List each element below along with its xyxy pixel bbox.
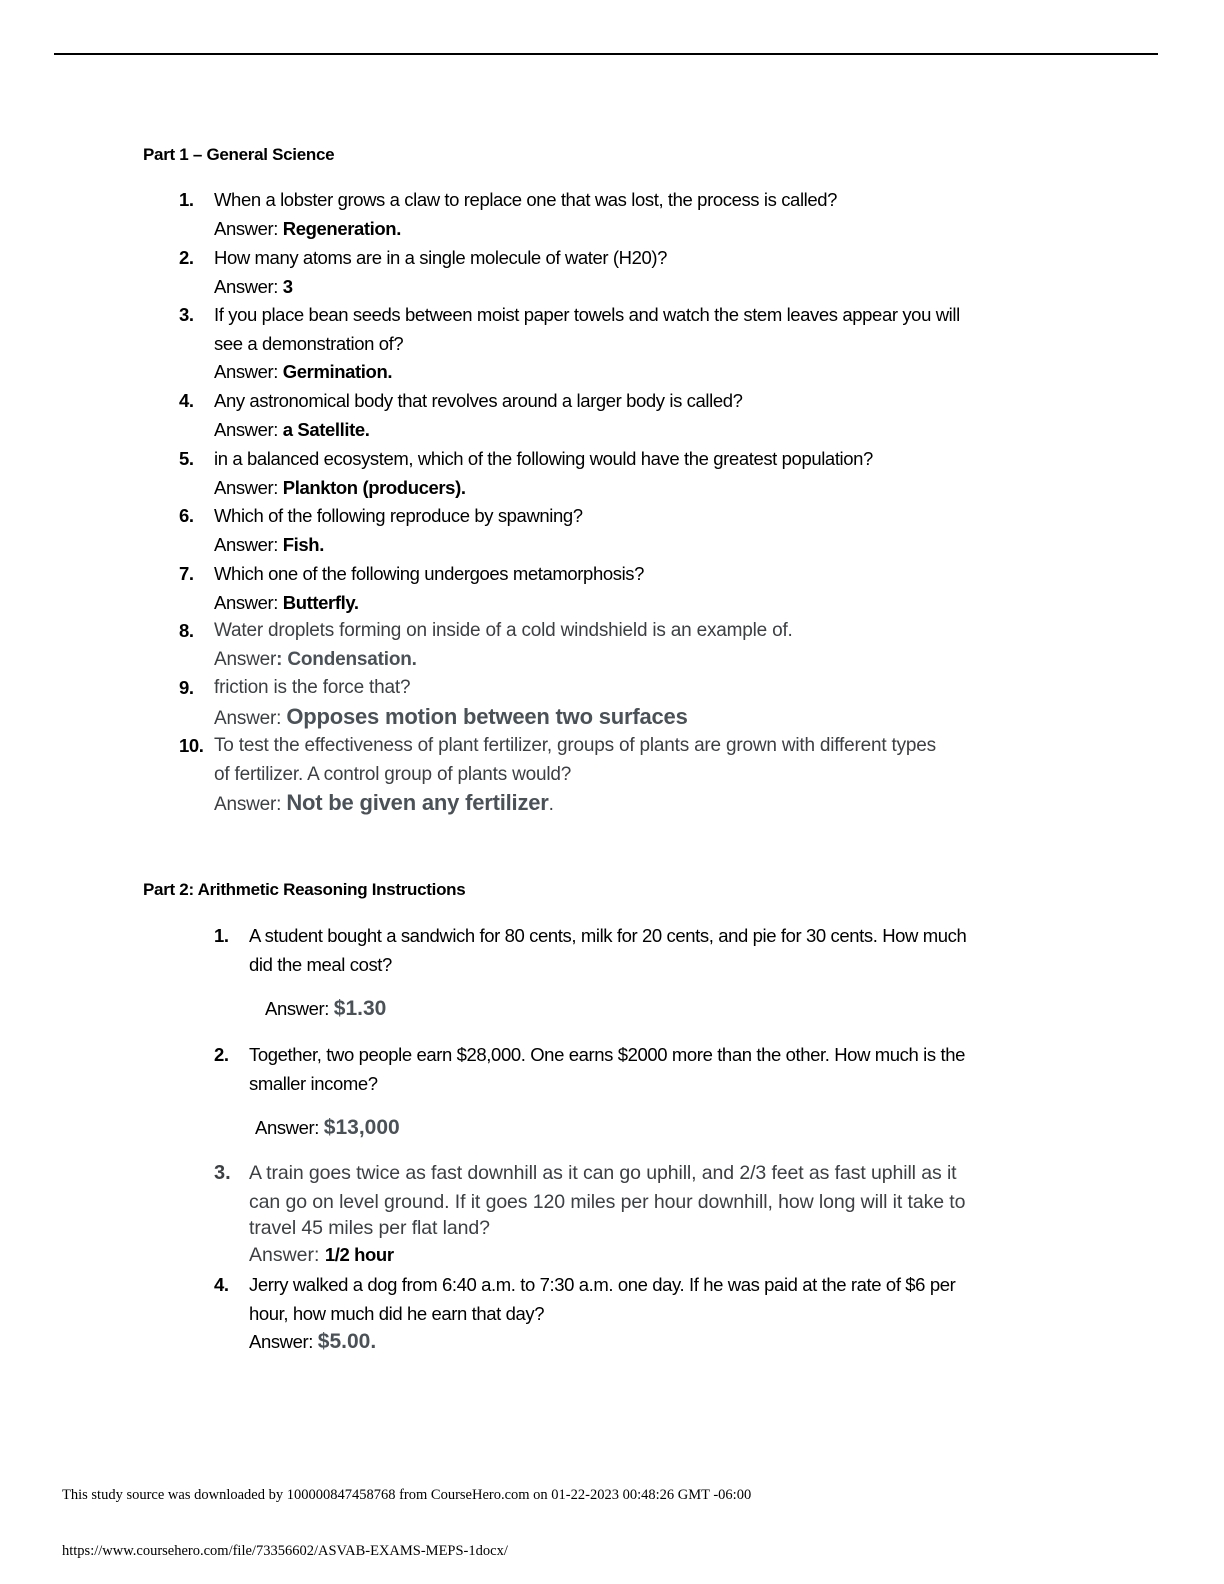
download-notice: This study source was downloaded by 100000847458768 from CourseHero.com on 01-22-2023 00:48:26 GMT -06:00 (62, 1487, 752, 1503)
p1-answer-2: Answer: 3 (214, 275, 293, 297)
p1-answer-7: Answer: Butterfly. (214, 591, 359, 613)
p2-answer-4: Answer: $5.00. (249, 1330, 377, 1354)
p2-answer-1: Answer: $1.30 (265, 997, 387, 1020)
top-rule (54, 53, 1158, 55)
p1-answer-4: Answer: a Satellite. (214, 418, 370, 440)
part1-heading: Part 1 – General Science (143, 145, 335, 164)
p1-answer-3: Answer: Germination. (214, 361, 393, 383)
p1-answer-1: Answer: Regeneration. (214, 217, 401, 239)
p1-answer-10: Answer: Not be given any fertilizer. (214, 790, 554, 816)
p2-answer-3: Answer: 1/2 hour (249, 1244, 394, 1266)
p2-answer-2: Answer: $13,000 (255, 1116, 400, 1139)
part2-heading: Part 2: Arithmetic Reasoning Instructions (143, 880, 466, 899)
p1-answer-9: Answer: Opposes motion between two surfaces (214, 703, 688, 729)
p1-answer-5: Answer: Plankton (producers). (214, 476, 466, 498)
p1-answer-8: Answer: Condensation. (214, 648, 417, 670)
p1-answer-6: Answer: Fish. (214, 533, 324, 555)
source-url-link[interactable]: https://www.coursehero.com/file/73356602/ASVAB-EXAMS-MEPS-1docx/ (62, 1543, 508, 1559)
